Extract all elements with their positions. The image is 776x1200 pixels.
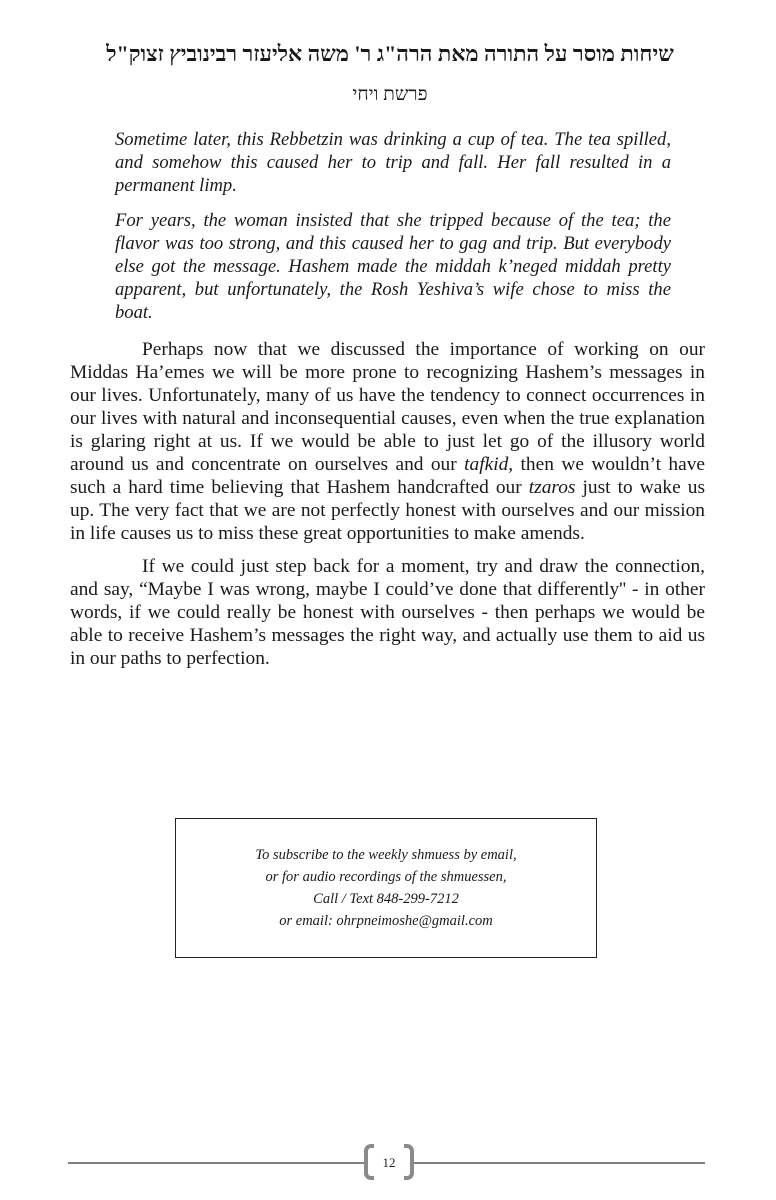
right-brace-icon: [404, 1144, 414, 1180]
page-number-bracket: [364, 1144, 414, 1182]
hebrew-term: tzaros: [528, 477, 576, 498]
quote-paragraph: For years, the woman insisted that she tripped because of the tea; the flavor was too strong, and this caused her to gag and trip. But everybody else got the message. Hashem made the middah k’neged middah pretty apparent, but unfortunately, the Rosh Yeshiva’s wife chose to miss the boat.: [115, 210, 671, 323]
footer-rule-right: [414, 1162, 705, 1164]
subscribe-line: To subscribe to the weekly shmuess by email,: [255, 847, 517, 863]
block-quote: [115, 128, 671, 336]
footer-rule-left: [68, 1162, 364, 1164]
body-text-run: Perhaps now that we discussed the importance of working on our Middas Ha’emes we will be more prone to recognizing Hashem’s messages in our lives. Unfortunately, many of us have the tendency to connect occurrences in our lives with natural and inconsequential causes, even when the true explanation is glaring right at us. If we would be able to just let go of the illusory world around us and concentrate on ourselves and our: [70, 339, 705, 475]
subscribe-phone: Call / Text 848-299-7212: [313, 891, 459, 907]
left-brace-icon: [364, 1144, 374, 1180]
body-text: [70, 338, 705, 680]
page-number: 12: [382, 1155, 396, 1170]
running-header-title: שיחות מוסר על התורה מאת הרה"ג ר' משה אליעזר רבינוביץ זצוק"ל: [106, 41, 674, 66]
subscribe-info-box: [175, 818, 597, 958]
body-text-run: then we wouldn’t have such a hard time believing that Hashem handcrafted our: [70, 454, 706, 498]
page-footer: [68, 1142, 705, 1182]
quote-paragraph: Sometime later, this Rebbetzin was drinking a cup of tea. The tea spilled, and somehow this caused her to trip and fall. Her fall resulted in a permanent limp.: [115, 129, 671, 196]
subscribe-email: or email: ohrpneimoshe@gmail.com: [279, 913, 493, 929]
body-text-run: just to wake us up. The very fact that we are not perfectly honest with ourselves and our mission in life causes us to miss these great opportunities to make amends.: [70, 477, 705, 544]
hebrew-term: tafkid,: [464, 454, 514, 475]
subscribe-line: or for audio recordings of the shmuessen,: [265, 869, 507, 885]
body-paragraph: [70, 338, 705, 545]
parsha-subtitle: פרשת ויחי: [352, 84, 428, 105]
body-paragraph: If we could just step back for a moment, try and draw the connection, and say, “Maybe I was wrong, maybe I could’ve done that differently'' - in other words, if we could really be honest with ourselves - then perhaps we would be able to receive Hashem’s messages the right way, and actually use them to aid us in our paths to perfection.: [70, 556, 705, 669]
